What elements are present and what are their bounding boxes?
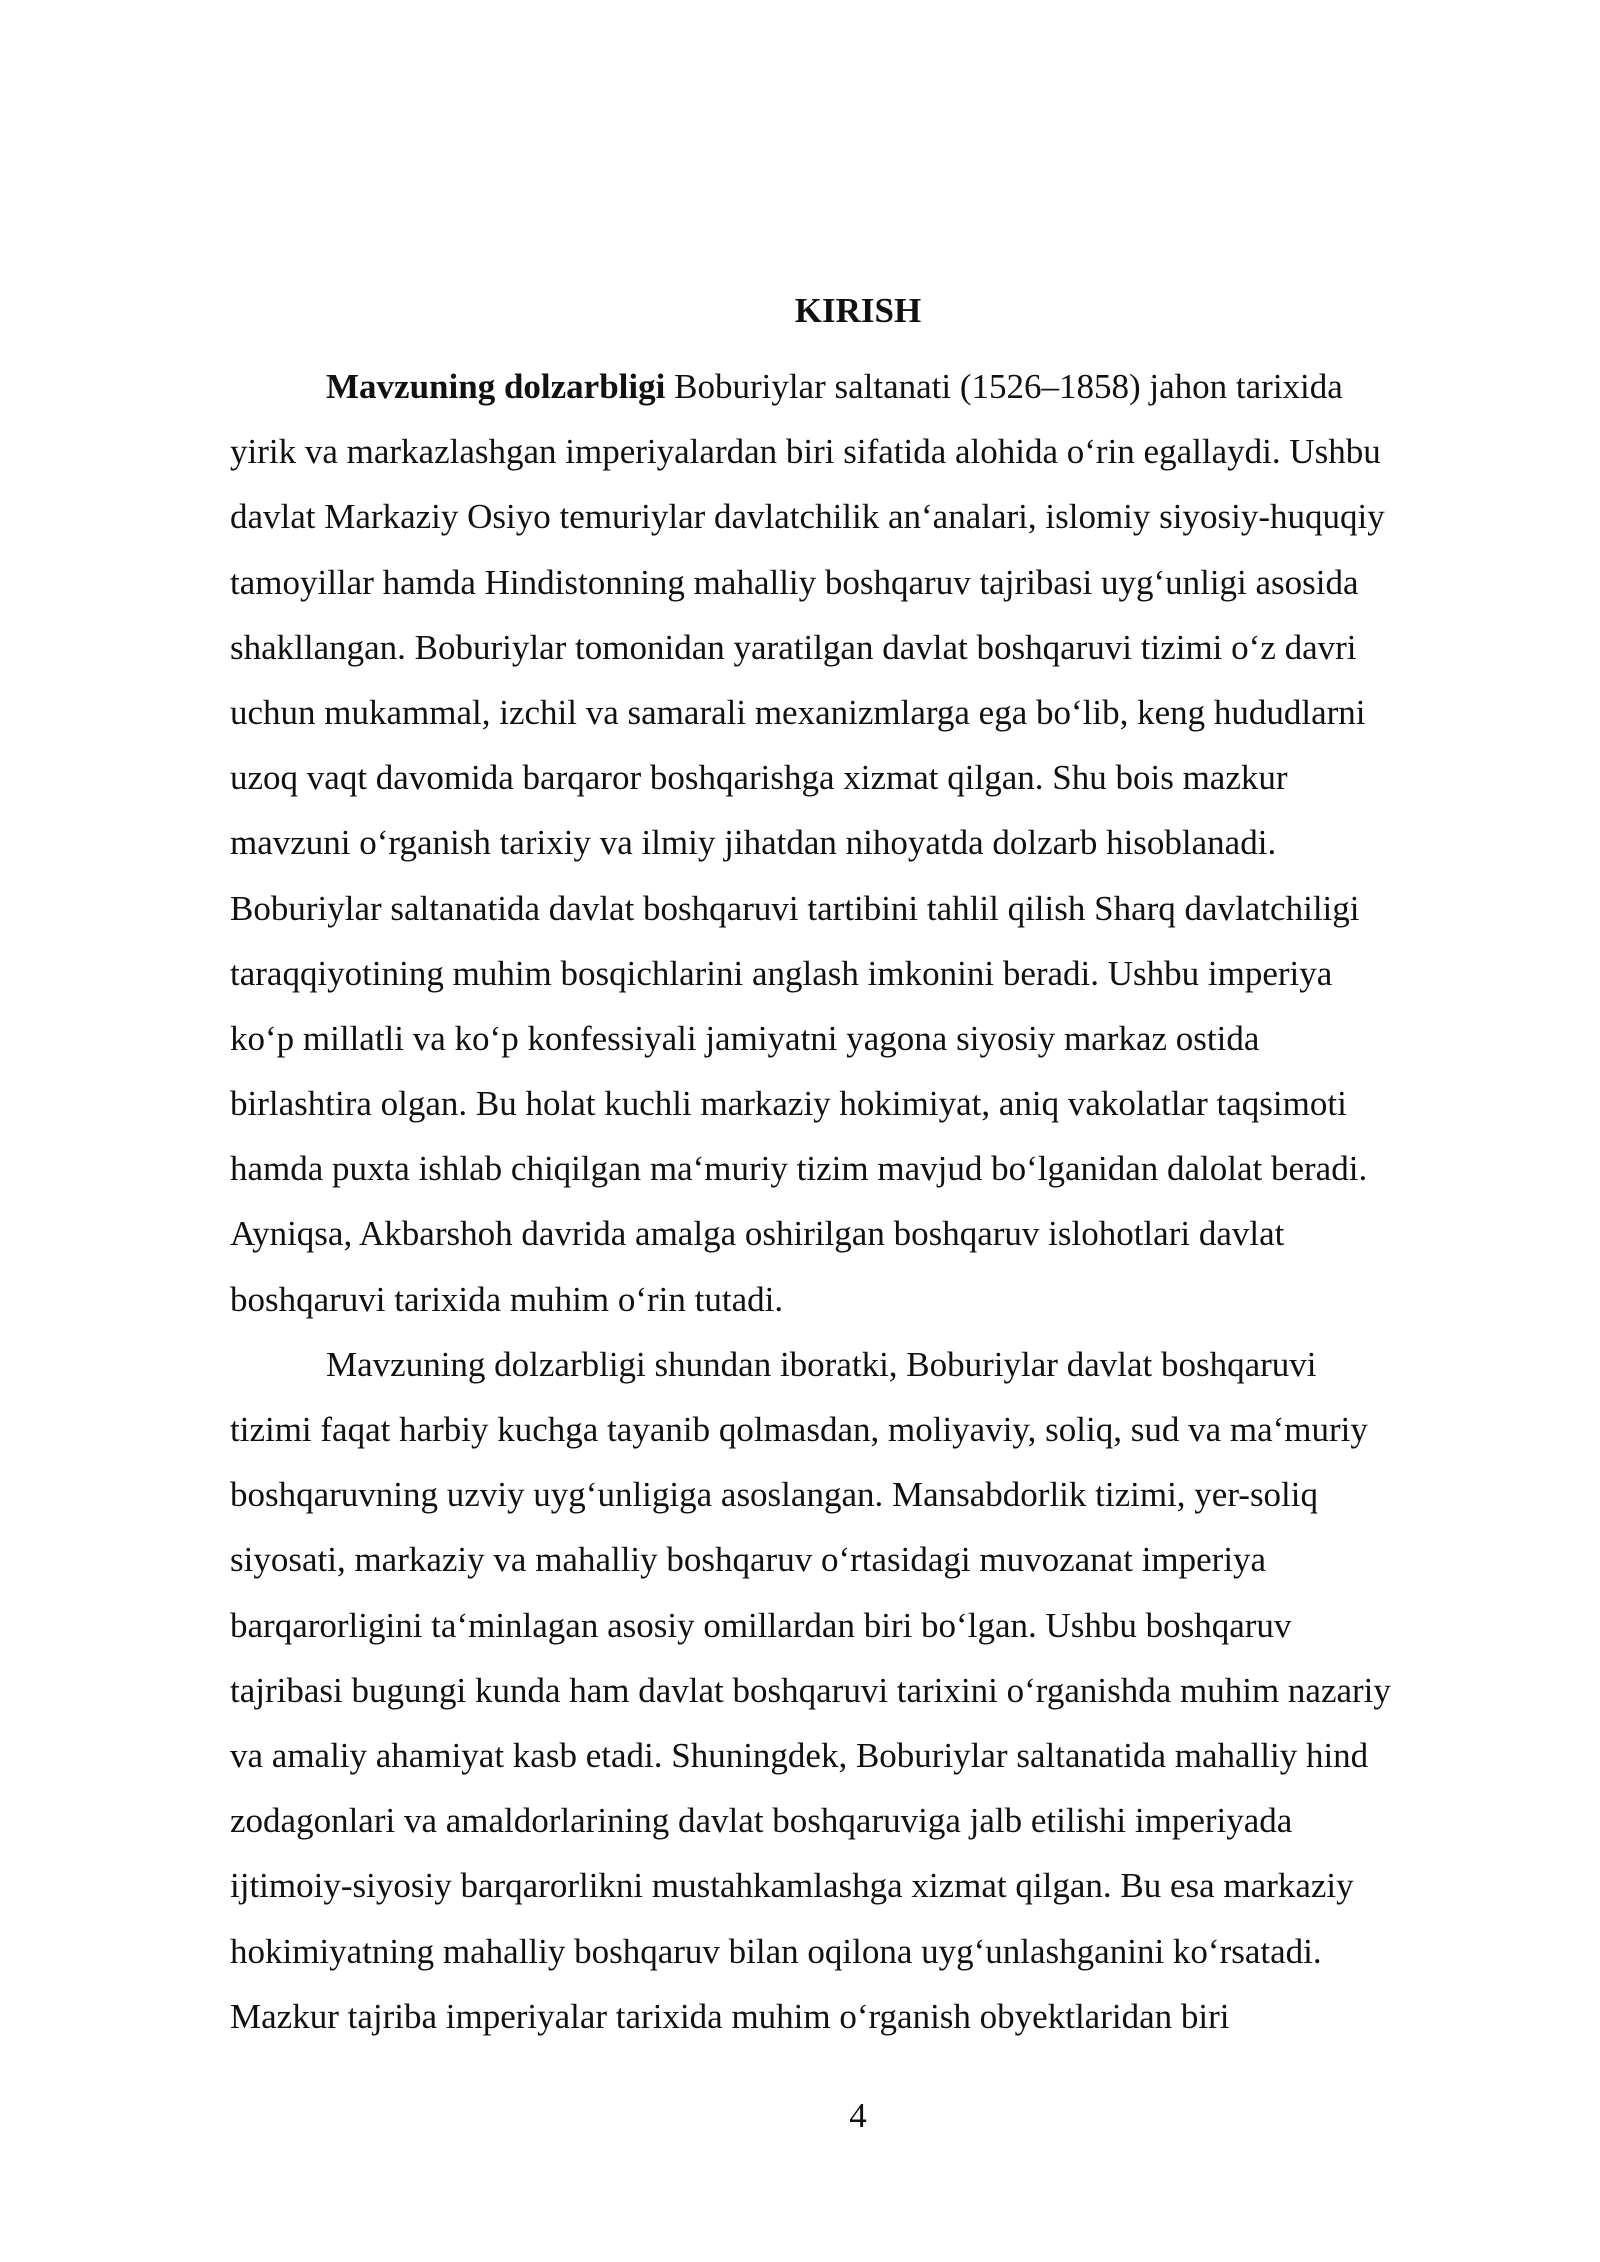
- paragraph-line: mavzuni o‘rganish tarixiy va ilmiy jihatdan nihoyatda dolzarb hisoblanadi.: [230, 823, 1277, 863]
- paragraph-line: tizimi faqat harbiy kuchga tayanib qolmasdan, moliyaviy, soliq, sud va ma‘muriy: [230, 1410, 1368, 1449]
- page-heading: KIRISH: [794, 291, 922, 330]
- paragraph-line: uzoq vaqt davomida barqaror boshqarishga xizmat qilgan. Shu bois mazkur: [230, 758, 1288, 798]
- paragraph-lead-term: Mavzuning dolzarbligi: [326, 367, 666, 406]
- paragraph-line: Boburiylar saltanatida davlat boshqaruvi tartibini tahlil qilish Sharq davlatchiligi: [230, 888, 1360, 928]
- paragraph-line: zodagonlari va amaldorlarining davlat boshqaruviga jalb etilishi imperiyada: [230, 1801, 1293, 1841]
- paragraph-line: ko‘p millatli va ko‘p konfessiyali jamiyatni yagona siyosiy markaz ostida: [230, 1018, 1260, 1058]
- paragraph-1: [230, 354, 1490, 1332]
- paragraph-2: [230, 1332, 1490, 2049]
- paragraph-line: Mazkur tajriba imperiyalar tarixida muhim o‘rganish obyektlaridan biri: [230, 1996, 1230, 2036]
- paragraph-line: hokimiyatning mahalliy boshqaruv bilan oqilona uyg‘unlashganini ko‘rsatadi.: [230, 1931, 1322, 1971]
- paragraph-line: tajribasi bugungi kunda ham davlat boshqaruvi tarixini o‘rganishda muhim nazariy: [230, 1670, 1391, 1710]
- paragraph-line: uchun mukammal, izchil va samarali mexanizmlarga ega bo‘lib, keng hududlarni: [230, 692, 1366, 732]
- paragraph-line: Ayniqsa, Akbarshoh davrida amalga oshirilgan boshqaruv islohotlari davlat: [230, 1214, 1285, 1254]
- paragraph-line: shakllangan. Boburiylar tomonidan yaratilgan davlat boshqaruvi tizimi o‘z davri: [230, 627, 1357, 667]
- paragraph-line: va amaliy ahamiyat kasb etadi. Shuningdek, Boburiylar saltanatida mahalliy hind: [230, 1735, 1369, 1775]
- paragraph-line: birlashtira olgan. Bu holat kuchli markaziy hokimiyat, aniq vakolatlar taqsimoti: [230, 1084, 1347, 1124]
- paragraph-line: davlat Markaziy Osiyo temuriylar davlatchilik an‘analari, islomiy siyosiy-huquqiy: [230, 497, 1385, 537]
- page-number: 4: [849, 2096, 867, 2135]
- body-text: [230, 354, 1490, 2049]
- paragraph-line: hamda puxta ishlab chiqilgan ma‘muriy tizim mavjud bo‘lganidan dalolat beradi.: [230, 1149, 1368, 1189]
- paragraph-line: ijtimoiy-siyosiy barqarorlikni mustahkamlashga xizmat qilgan. Bu esa markaziy: [230, 1866, 1354, 1906]
- paragraph-line: boshqaruvi tarixida muhim o‘rin tutadi.: [230, 1279, 784, 1319]
- paragraph-line: tamoyillar hamda Hindistonning mahalliy boshqaruv tajribasi uyg‘unligi asosida: [230, 562, 1359, 602]
- paragraph-line: Mavzuning dolzarbligi shundan iboratki, Boburiylar davlat boshqaruvi: [326, 1344, 1317, 1384]
- paragraph-line: [230, 354, 1490, 419]
- paragraph-line: boshqaruvning uzviy uyg‘unligiga asoslangan. Mansabdorlik tizimi, yer-soliq: [230, 1475, 1319, 1515]
- paragraph-line: taraqqiyotining muhim bosqichlarini anglash imkonini beradi. Ushbu imperiya: [230, 953, 1333, 993]
- paragraph-line: yirik va markazlashgan imperiyalardan biri sifatida alohida o‘rin egallaydi. Ushbu: [230, 432, 1381, 472]
- paragraph-line: barqarorligini ta‘minlagan asosiy omillardan biri bo‘lgan. Ushbu boshqaruv: [230, 1605, 1292, 1645]
- paragraph-line-text: Boburiylar saltanati (1526–1858) jahon tarixida: [665, 367, 1343, 406]
- paragraph-line: siyosati, markaziy va mahalliy boshqaruv o‘rtasidagi muvozanat imperiya: [230, 1540, 1267, 1580]
